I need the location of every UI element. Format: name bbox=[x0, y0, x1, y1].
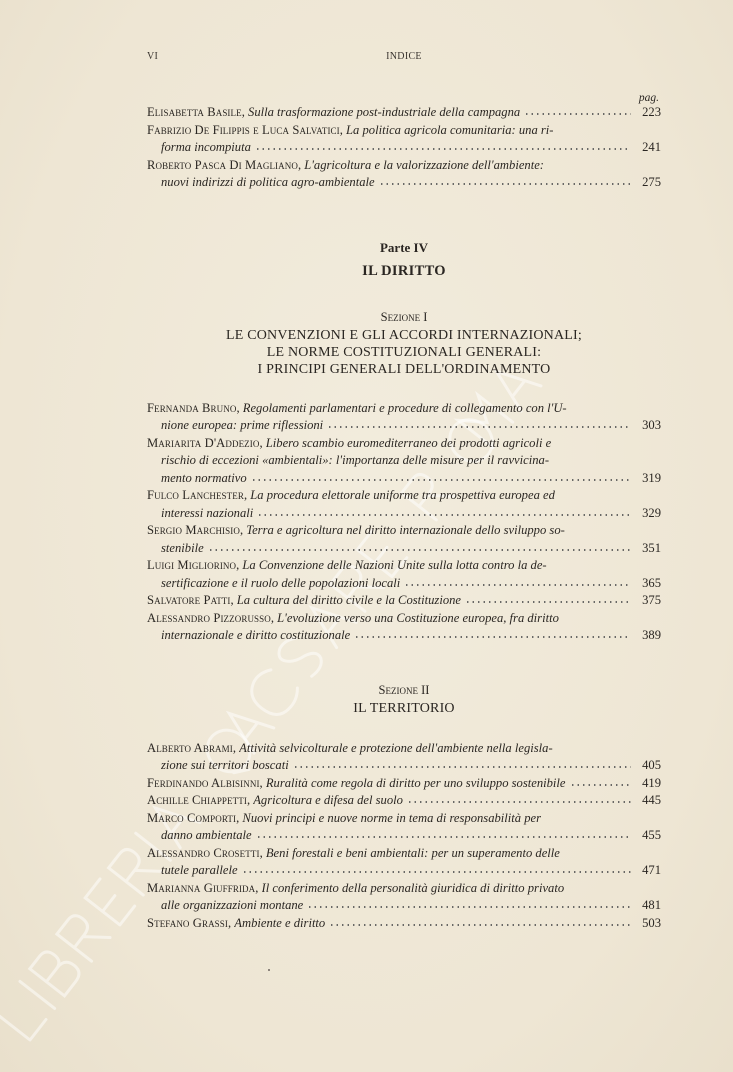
entry-separator: , bbox=[239, 523, 247, 537]
entry-author: Alessandro Crosetti bbox=[147, 845, 260, 860]
toc-entry-line bbox=[147, 880, 661, 898]
toc-entry bbox=[147, 775, 661, 793]
entry-title: La procedura elettorale uniforme tra prospettiva europea ed bbox=[250, 488, 555, 502]
entry-separator: , bbox=[339, 122, 347, 137]
entry-title: Libero scambio euromediterraneo dei prodotti agricoli e bbox=[265, 435, 552, 450]
entry-page-number: 405 bbox=[642, 758, 661, 772]
entry-page-number: 471 bbox=[642, 863, 661, 877]
toc-entry bbox=[147, 592, 661, 610]
toc-entry-line bbox=[147, 557, 661, 575]
page-content bbox=[147, 50, 661, 932]
toc-entry bbox=[147, 845, 661, 880]
entry-separator: , bbox=[255, 880, 262, 895]
toc-entry-line bbox=[147, 522, 661, 540]
toc-entry bbox=[147, 915, 661, 933]
entry-author: Alberto Abrami bbox=[147, 740, 233, 755]
part-title: IL DIRITTO bbox=[362, 262, 446, 279]
toc-entry-line bbox=[147, 487, 661, 505]
entry-separator: , bbox=[236, 400, 243, 415]
section-title bbox=[147, 327, 661, 378]
toc-entry bbox=[147, 487, 661, 522]
entry-title: nuovi indirizzi di politica agro-ambientale bbox=[161, 175, 375, 189]
entry-title: interessi nazionali bbox=[161, 505, 254, 520]
entry-author: Marianna Giuffrida bbox=[147, 880, 256, 895]
dot-leader bbox=[242, 864, 631, 877]
toc-section-1 bbox=[147, 400, 661, 645]
dot-leader bbox=[307, 899, 631, 912]
running-title: INDICE bbox=[386, 51, 422, 62]
toc-entry-line bbox=[147, 897, 661, 915]
entry-title: Nuovi principi e nuove norme in tema di responsabilità per bbox=[242, 810, 542, 825]
toc-entry bbox=[147, 557, 661, 592]
toc-entry-line bbox=[147, 915, 661, 933]
entry-title: Ambiente e diritto bbox=[234, 915, 326, 930]
section-label: Sezione II bbox=[378, 682, 430, 697]
entry-author: Marco Comporti bbox=[147, 810, 237, 825]
entry-separator: , bbox=[297, 157, 305, 172]
toc-entry-line bbox=[147, 627, 661, 645]
dot-leader bbox=[329, 917, 631, 930]
entry-author: Fulco Lanchester bbox=[147, 488, 244, 502]
toc-entry-line bbox=[147, 400, 661, 418]
toc-entry-line bbox=[147, 810, 661, 828]
toc-section-top bbox=[147, 104, 661, 192]
toc-entry bbox=[147, 810, 661, 845]
entry-title: L'evoluzione verso una Costituzione europea, fra diritto bbox=[277, 610, 559, 625]
entry-author: Elisabetta Basile bbox=[147, 105, 242, 119]
entry-author: Stefano Grassi bbox=[147, 915, 228, 930]
toc-entry bbox=[147, 740, 661, 775]
entry-page-number: 455 bbox=[642, 828, 661, 842]
entry-separator: , bbox=[236, 558, 243, 572]
section-title-line: LE CONVENZIONI E GLI ACCORDI INTERNAZIONALI; bbox=[225, 327, 583, 343]
entry-title: Attività selvicolturale e protezione dell'ambiente nella legisla- bbox=[239, 740, 553, 755]
entry-page-number: 319 bbox=[642, 470, 661, 485]
toc-entry-line bbox=[147, 775, 661, 793]
section-title-line: LE NORME COSTITUZIONALI GENERALI: bbox=[266, 344, 542, 360]
entry-author: Alessandro Pizzorusso bbox=[147, 610, 271, 625]
entry-page-number: 419 bbox=[642, 775, 661, 790]
toc-entry-line bbox=[147, 417, 661, 435]
dot-leader bbox=[524, 106, 631, 119]
entry-title: sertificazione e il ruolo delle popolazioni locali bbox=[161, 575, 401, 590]
dot-leader bbox=[404, 577, 631, 590]
toc-entry-line bbox=[147, 122, 661, 140]
dot-leader bbox=[570, 777, 631, 790]
section-label: Sezione I bbox=[380, 309, 428, 324]
entry-title: Ruralità come regola di diritto per uno sviluppo sostenibile bbox=[265, 775, 566, 790]
entry-separator: , bbox=[270, 610, 278, 625]
dot-leader bbox=[354, 629, 631, 642]
entry-author: Luigi Migliorino bbox=[147, 558, 237, 572]
entry-title: zione sui territori boscati bbox=[161, 758, 289, 772]
entry-title: internazionale e diritto costituzionale bbox=[161, 628, 351, 642]
entry-page-number: 303 bbox=[642, 418, 661, 432]
toc-entry-line bbox=[147, 592, 661, 610]
entry-page-number: 481 bbox=[642, 898, 661, 912]
toc-entry-line bbox=[147, 740, 661, 758]
entry-page-number: 365 bbox=[642, 575, 661, 590]
entry-page-number: 223 bbox=[642, 105, 661, 119]
entry-author: Roberto Pasca Di Magliano bbox=[147, 157, 298, 172]
running-head bbox=[147, 50, 661, 64]
dot-leader bbox=[256, 829, 631, 842]
entry-separator: , bbox=[259, 775, 266, 790]
entry-title: Beni forestali e beni ambientali: per un superamento delle bbox=[265, 845, 560, 860]
toc-entry-line bbox=[147, 505, 661, 523]
dot-leader bbox=[327, 419, 631, 432]
dot-leader bbox=[293, 759, 631, 772]
entry-separator: , bbox=[228, 915, 235, 930]
section-title-line: I PRINCIPI GENERALI DELL'ORDINAMENTO bbox=[257, 361, 551, 377]
dot-leader bbox=[208, 542, 631, 555]
toc-entry-line bbox=[147, 104, 661, 122]
entry-author: Salvatore Patti bbox=[147, 593, 231, 607]
entry-author: Fernanda Bruno bbox=[147, 400, 237, 415]
toc-entry bbox=[147, 435, 661, 488]
entry-title: La politica agricola comunitaria: una ri- bbox=[346, 122, 554, 137]
entry-separator: , bbox=[230, 593, 237, 607]
entry-title: Sulla trasformazione post-industriale della campagna bbox=[248, 105, 521, 119]
entry-separator: , bbox=[236, 810, 243, 825]
toc-entry bbox=[147, 122, 661, 157]
entry-title: Terra e agricoltura nel diritto internazionale dello sviluppo so- bbox=[246, 523, 565, 537]
entry-page-number: 389 bbox=[642, 628, 661, 642]
entry-title: alle organizzazioni montane bbox=[161, 898, 304, 912]
toc-entry bbox=[147, 400, 661, 435]
pag-label: pag. bbox=[638, 92, 659, 104]
entry-title: Regolamenti parlamentari e procedure di collegamento con l'U- bbox=[242, 400, 567, 415]
toc-entry-line bbox=[147, 470, 661, 488]
entry-separator: , bbox=[259, 845, 266, 860]
entry-title: tutele parallele bbox=[161, 863, 238, 877]
entry-page-number: 329 bbox=[642, 505, 661, 520]
entry-separator: , bbox=[259, 435, 266, 450]
toc-entry-line bbox=[147, 452, 661, 470]
entry-separator: , bbox=[243, 488, 251, 502]
dot-leader bbox=[465, 594, 631, 607]
dot-leader bbox=[379, 176, 631, 189]
entry-author: Ferdinando Albisinni bbox=[147, 775, 260, 790]
dot-leader bbox=[257, 507, 631, 520]
entry-page-number: 275 bbox=[642, 175, 661, 189]
toc-entry-line bbox=[147, 139, 661, 157]
page-folio: VI bbox=[147, 51, 159, 62]
toc-entry-line bbox=[147, 174, 661, 192]
entry-title: Agricoltura e difesa del suolo bbox=[253, 793, 403, 807]
entry-title: La cultura del diritto civile e la Costituzione bbox=[236, 593, 462, 607]
entry-title: La Convenzione delle Nazioni Unite sulla lotta contro la de- bbox=[242, 558, 547, 572]
section-title: IL TERRITORIO bbox=[353, 700, 455, 716]
part-label: Parte IV bbox=[379, 239, 428, 255]
entry-title: L'agricoltura e la valorizzazione dell'ambiente: bbox=[304, 157, 544, 172]
entry-title: danno ambientale bbox=[161, 828, 252, 842]
toc-entry-line bbox=[147, 575, 661, 593]
toc-entry-line bbox=[147, 540, 661, 558]
ink-speck bbox=[268, 969, 270, 971]
entry-title: forma incompiuta bbox=[161, 140, 251, 154]
entry-title: Il conferimento della personalità giuridica di diritto privato bbox=[261, 880, 565, 895]
dot-leader bbox=[255, 141, 631, 154]
entry-page-number: 445 bbox=[642, 793, 661, 807]
toc-entry bbox=[147, 522, 661, 557]
toc-entry bbox=[147, 792, 661, 810]
toc-entry bbox=[147, 104, 661, 122]
entry-title: mento normativo bbox=[161, 470, 247, 485]
toc-entry-line bbox=[147, 792, 661, 810]
toc-entry-line bbox=[147, 435, 661, 453]
toc-entry-line bbox=[147, 827, 661, 845]
entry-title: nione europea: prime riflessioni bbox=[161, 418, 324, 432]
entry-page-number: 241 bbox=[642, 140, 661, 154]
toc-entry-line bbox=[147, 862, 661, 880]
entry-separator: , bbox=[232, 740, 240, 755]
entry-page-number: 503 bbox=[642, 915, 661, 930]
entry-page-number: 375 bbox=[642, 593, 661, 607]
entry-page-number: 351 bbox=[642, 540, 661, 555]
toc-entry-line bbox=[147, 845, 661, 863]
entry-title: stenibile bbox=[161, 540, 204, 555]
entry-author: Sergio Marchisio bbox=[147, 523, 240, 537]
dot-leader bbox=[251, 472, 631, 485]
dot-leader bbox=[407, 794, 631, 807]
toc-entry bbox=[147, 880, 661, 915]
toc-entry-line bbox=[147, 157, 661, 175]
entry-separator: , bbox=[241, 105, 249, 119]
entry-author: Achille Chiappetti bbox=[147, 793, 247, 807]
toc-entry-line bbox=[147, 757, 661, 775]
toc-section-2 bbox=[147, 740, 661, 933]
toc-entry-line bbox=[147, 610, 661, 628]
entry-separator: , bbox=[246, 793, 254, 807]
entry-author: Mariarita D'Addezio bbox=[147, 435, 260, 450]
toc-entry bbox=[147, 157, 661, 192]
entry-author: Fabrizio De Filippis e Luca Salvatici bbox=[147, 122, 340, 137]
entry-title: rischio di eccezioni «ambientali»: l'importanza delle misure per il ravvicina- bbox=[161, 453, 550, 467]
pag-row bbox=[147, 90, 661, 104]
toc-entry bbox=[147, 610, 661, 645]
